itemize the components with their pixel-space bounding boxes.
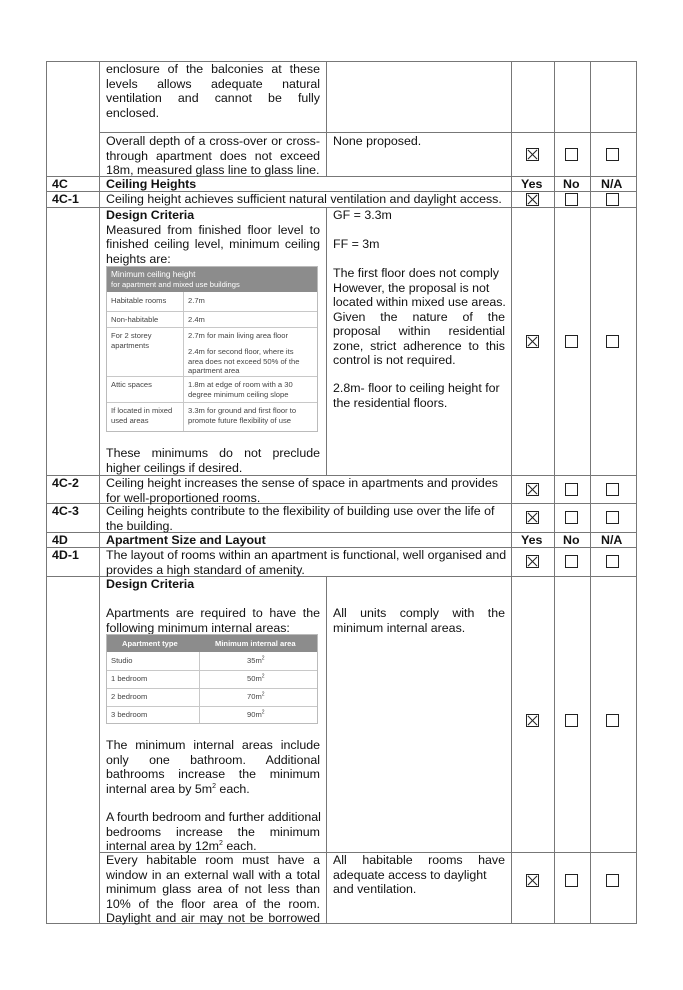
- table-header: [107, 635, 317, 652]
- response-line: zone, strict adherence to this: [333, 338, 505, 353]
- criteria-line: ventilation and cannot be fully: [106, 91, 320, 105]
- apartment-type: Studio: [111, 656, 133, 665]
- response-ff: FF = 3m: [333, 237, 380, 251]
- response-gf: GF = 3.3m: [333, 208, 392, 222]
- table-row-divider: [107, 670, 317, 671]
- section-title: Apartment Size and Layout: [106, 533, 266, 547]
- yes-checkbox[interactable]: [526, 335, 539, 348]
- min-height: apartment area: [188, 366, 240, 375]
- room-type: used areas: [111, 415, 149, 425]
- criteria-line: internal area by $12m^2$ each.: [106, 839, 257, 853]
- criteria-line: minimum glass area of not less than: [106, 882, 320, 896]
- min-height: 2.4m: [188, 315, 205, 324]
- section-code: 4C: [52, 177, 68, 191]
- na-checkbox[interactable]: [606, 714, 619, 727]
- table-header: [107, 267, 317, 292]
- na-checkbox[interactable]: [606, 555, 619, 568]
- criteria-line: bedrooms increase the minimum: [106, 824, 320, 839]
- min-height: degree minimum ceiling slope: [188, 389, 289, 399]
- response-line: The first floor does not comply: [333, 266, 499, 280]
- na-checkbox[interactable]: [606, 483, 619, 496]
- room-type: Non-habitable: [111, 315, 159, 324]
- objective-code: 4C-2: [52, 476, 79, 490]
- min-height: 2.7m for main living area floor: [188, 331, 289, 340]
- yes-checkbox[interactable]: [526, 511, 539, 524]
- no-header: No: [563, 177, 580, 191]
- min-area: $70m^2$: [247, 691, 265, 701]
- apartment-type: 1 bedroom: [111, 674, 148, 683]
- criteria-line: Overall depth of a cross-over or cross-: [106, 134, 320, 148]
- yes-checkbox[interactable]: [526, 193, 539, 206]
- na-checkbox[interactable]: [606, 874, 619, 887]
- criteria-line: higher ceilings if desired.: [106, 460, 243, 475]
- na-header: N/A: [601, 177, 623, 191]
- na-header: N/A: [601, 533, 623, 547]
- section-title: Ceiling Heights: [106, 177, 197, 191]
- response-text: None proposed.: [333, 134, 422, 148]
- criteria-line: levels allows adequate natural: [106, 76, 320, 91]
- no-checkbox[interactable]: [565, 874, 578, 887]
- table-header-title: Minimum ceiling height: [111, 269, 196, 279]
- objective-code: 4D-1: [52, 548, 79, 562]
- response-line: All habitable rooms have: [333, 853, 505, 867]
- objective-code: 4C-1: [52, 192, 79, 206]
- criteria-line: through apartment does not exceed: [106, 148, 320, 163]
- criteria-line: 18m, measured glass line to glass line.: [106, 163, 320, 177]
- ceiling-height-table: [106, 266, 318, 432]
- response-line: Given the nature of the: [333, 309, 505, 324]
- no-checkbox[interactable]: [565, 148, 578, 161]
- internal-area-table: [106, 634, 318, 724]
- na-checkbox[interactable]: [606, 148, 619, 161]
- section-code: 4D: [52, 533, 68, 547]
- table-header-subtitle: for apartment and mixed use buildings: [111, 280, 240, 289]
- criteria-line: Apartments are required to have the: [106, 606, 320, 620]
- min-height: 2.4m for second floor, where its: [188, 347, 294, 356]
- objective-text: for well-proportioned rooms.: [106, 490, 261, 505]
- yes-checkbox[interactable]: [526, 874, 539, 887]
- criteria-line: enclosure of the balconies at these: [106, 62, 320, 76]
- response-line: and ventilation.: [333, 882, 417, 896]
- objective-text: Ceiling height increases the sense of space in apartments and provides: [106, 476, 498, 490]
- table-row-divider: [107, 311, 317, 312]
- min-area: $35m^2$: [247, 655, 265, 665]
- no-checkbox[interactable]: [565, 714, 578, 727]
- design-criteria-heading: Design Criteria: [106, 208, 195, 222]
- min-height: 3.3m for ground and first floor to: [188, 406, 297, 415]
- objective-text: The layout of rooms within an apartment is functional, well organised and: [106, 548, 507, 562]
- no-checkbox[interactable]: [565, 555, 578, 568]
- objective-text: Ceiling heights contribute to the flexibility of building use over the life of: [106, 504, 495, 518]
- table-row-divider: [107, 376, 317, 377]
- criteria-line: window in an external wall with a total: [106, 867, 320, 882]
- criteria-line: finished ceiling level, minimum ceiling: [106, 237, 320, 251]
- na-checkbox[interactable]: [606, 511, 619, 524]
- design-criteria-heading: Design Criteria: [106, 577, 195, 591]
- criteria-line: internal area by $5m^2$ each.: [106, 781, 250, 796]
- response-line: minimum internal areas.: [333, 620, 466, 635]
- table-col-divider: [183, 292, 184, 431]
- criteria-line: following minimum internal areas:: [106, 620, 290, 635]
- col-divider: [326, 207, 327, 475]
- na-checkbox[interactable]: [606, 193, 619, 206]
- response-line: 2.8m- floor to ceiling height for: [333, 381, 500, 395]
- min-height: 2.7m: [188, 296, 205, 305]
- criteria-line: Measured from finished floor level to: [106, 222, 320, 237]
- col-header-type: Apartment type: [122, 639, 178, 648]
- objective-text: Ceiling height achieves sufficient natural ventilation and daylight access.: [106, 192, 502, 206]
- response-line: control is not required.: [333, 353, 456, 367]
- no-checkbox[interactable]: [565, 483, 578, 496]
- min-height: promote future flexibility of use: [188, 415, 291, 425]
- criteria-line: only one bathroom. Additional: [106, 752, 320, 767]
- room-type: If located in mixed: [111, 406, 173, 415]
- apartment-type: 2 bedroom: [111, 692, 148, 701]
- criteria-line: Daylight and air may not be borrowed: [106, 911, 320, 925]
- table-row-divider: [107, 402, 317, 403]
- room-type: Habitable rooms: [111, 296, 167, 305]
- criteria-line: A fourth bedroom and further additional: [106, 810, 321, 824]
- response-line: the residential floors.: [333, 395, 448, 410]
- criteria-line: Every habitable room must have a: [106, 853, 320, 867]
- criteria-line: enclosed.: [106, 105, 160, 120]
- row-line: [99, 132, 637, 133]
- na-checkbox[interactable]: [606, 335, 619, 348]
- yes-checkbox[interactable]: [526, 555, 539, 568]
- no-checkbox[interactable]: [565, 511, 578, 524]
- apartment-type: 3 bedroom: [111, 710, 148, 719]
- col-header-area: Minimum internal area: [215, 639, 296, 648]
- yes-checkbox[interactable]: [526, 714, 539, 727]
- criteria-line: These minimums do not preclude: [106, 446, 320, 460]
- table-row-divider: [107, 688, 317, 689]
- col-divider: [326, 61, 327, 176]
- yes-checkbox[interactable]: [526, 148, 539, 161]
- table-row-divider: [107, 706, 317, 707]
- no-checkbox[interactable]: [565, 335, 578, 348]
- min-height: area does not exceed 50% of the: [188, 356, 300, 366]
- criteria-line: 10% of the floor area of the room.: [106, 896, 320, 911]
- min-area: $50m^2$: [247, 673, 265, 683]
- objective-text: provides a high standard of amenity.: [106, 562, 305, 577]
- objective-code: 4C-3: [52, 504, 79, 518]
- response-line: proposal within residential: [333, 324, 505, 338]
- yes-checkbox[interactable]: [526, 483, 539, 496]
- criteria-line: bathrooms increase the minimum: [106, 767, 320, 781]
- response-line: However, the proposal is not: [333, 280, 490, 295]
- min-area: $90m^2$: [247, 709, 265, 719]
- room-type: Attic spaces: [111, 380, 152, 389]
- response-line: All units comply with the: [333, 606, 505, 620]
- no-header: No: [563, 533, 580, 547]
- table-row-divider: [107, 327, 317, 328]
- criteria-line: The minimum internal areas include: [106, 738, 320, 752]
- yes-header: Yes: [521, 533, 543, 547]
- yes-header: Yes: [521, 177, 543, 191]
- criteria-line: heights are:: [106, 251, 171, 266]
- min-height: 1.8m at edge of room with a 30: [188, 380, 293, 389]
- room-type: For 2 storey: [111, 331, 152, 340]
- room-type: apartments: [111, 340, 149, 350]
- response-line: located within mixed use areas.: [333, 295, 506, 309]
- response-line: adequate access to daylight: [333, 867, 487, 882]
- objective-text: the building.: [106, 518, 173, 533]
- col-divider: [326, 576, 327, 924]
- no-checkbox[interactable]: [565, 193, 578, 206]
